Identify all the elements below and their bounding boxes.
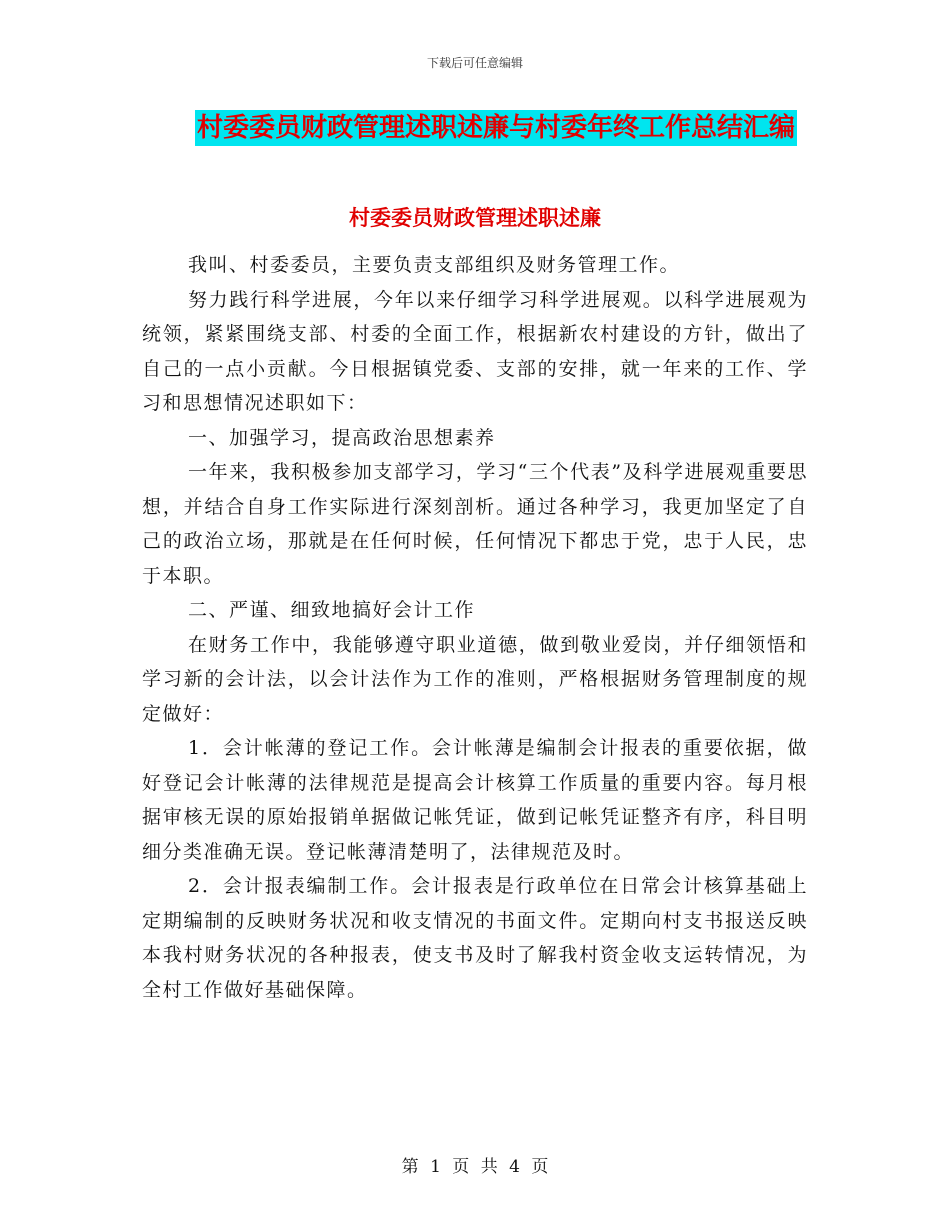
section-heading: 一、加强学习，提高政治思想素养 [188, 426, 496, 449]
section-title: 村委委员财政管理述职述廉 [349, 205, 601, 230]
paragraph: 2．会计报表编制工作。会计报表是行政单位在日常会计核算基础上定期编制的反映财务状况和收支情况的书面文件。定期向村支书报送反映本我村财务状况的各种报表，使支书及时了解我村资金收支运转情况，为全村工作做好基础保障。 [142, 875, 808, 1001]
paragraph: 一年来，我积极参加支部学习，学习“三个代表”及科学进展观重要思想，并结合自身工作实际进行深刻剖析。通过各种学习，我更加坚定了自己的政治立场，那就是在任何时候，任何情况下都忠于党，忠于人民，忠于本职。 [142, 461, 808, 587]
page-header: 下载后可任意编辑 [426, 56, 523, 70]
document-title: 村委委员财政管理述职述廉与村委年终工作总结汇编 [195, 110, 797, 146]
paragraph: 在财务工作中，我能够遵守职业道德，做到敬业爱岗，并仔细领悟和学习新的会计法，以会计法作为工作的准则，严格根据财务管理制度的规定做好： [142, 633, 808, 725]
document-body [142, 248, 808, 1007]
page-number: 第 1 页 共 4 页 [401, 1157, 549, 1177]
paragraph: 我叫、村委委员，主要负责支部组织及财务管理工作。 [188, 254, 681, 276]
paragraph: 努力践行科学进展，今年以来仔细学习科学进展观。以科学进展观为统领，紧紧围绕支部、村委的全面工作，根据新农村建设的方针，做出了自己的一点小贡献。今日根据镇党委、支部的安排，就一年来的工作、学习和思想情况述职如下： [142, 288, 808, 414]
paragraph: 1．会计帐薄的登记工作。会计帐薄是编制会计报表的重要依据，做好登记会计帐薄的法律规范是提高会计核算工作质量的重要内容。每月根据审核无误的原始报销单据做记帐凭证，做到记帐凭证整齐有序，科目明细分类准确无误。登记帐薄清楚明了，法律规范及时。 [142, 737, 808, 863]
section-heading: 二、严谨、细致地搞好会计工作 [188, 599, 476, 621]
